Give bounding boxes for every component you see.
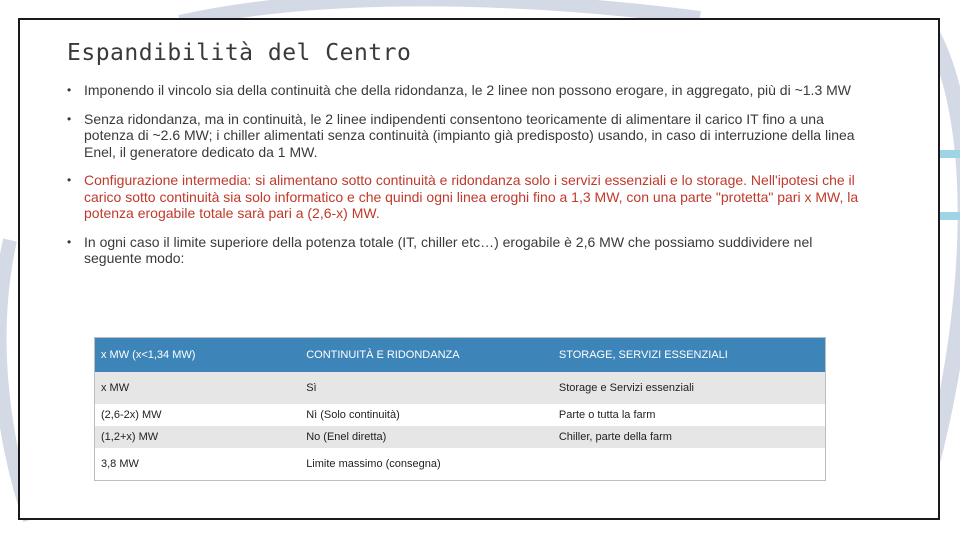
table-cell: (2,6-2x) MW xyxy=(101,409,162,421)
table-cell: Limite massimo (consegna) xyxy=(306,458,441,470)
table-cell: Parte o tutta la farm xyxy=(558,409,656,421)
table-header-cell: CONTINUITÀ E RIDONDANZA xyxy=(306,349,460,361)
table-row xyxy=(95,426,826,448)
bullet-list xyxy=(67,82,867,279)
table-cell: 3,8 MW xyxy=(101,458,139,470)
bullet-dot-icon: • xyxy=(67,111,72,126)
table-cell: (1,2+x) MW xyxy=(101,431,159,443)
bullet-text: Configurazione intermedia: si alimentano sotto continuità e ridondanza solo i servizi essenziali e lo storage. Nell'ipotesi che il carico sotto continuità sia solo informatico e che quindi ogni linea eroghi fino a 1,3 MW, con una parte "protetta" pari x MW, la potenza erogabile totale sarà pari a (2,6-x) MW. xyxy=(84,172,859,221)
table-cell: No (Enel diretta) xyxy=(306,431,387,443)
table-header-cell: x MW (x<1,34 MW) xyxy=(101,349,196,361)
bullet-text: Senza ridondanza, ma in continuità, le 2 linee indipendenti consentono teoricamente di alimentare il carico IT fino a una potenza di ~2.6 MW; i chiller alimentati senza continuità (impianto già predisposto) usando, in caso di interruzione della linea Enel, il generatore dedicato da 1 MW. xyxy=(84,110,855,160)
table-row xyxy=(95,448,826,481)
table-cell: x MW xyxy=(101,382,130,394)
bullet-dot-icon: • xyxy=(67,173,72,187)
bullet-text: Imponendo il vincolo sia della continuità che della ridondanza, le 2 linee non possono erogare, in aggregato, più di ~1.3 MW xyxy=(84,82,851,98)
power-table xyxy=(94,337,826,481)
power-table-container xyxy=(94,337,826,481)
table-header-row xyxy=(95,338,826,373)
bullet-dot-icon: • xyxy=(67,234,72,249)
table-row xyxy=(95,404,826,426)
slide-title: Espandibilità del Centro xyxy=(67,40,412,66)
table-cell: Storage e Servizi essenziali xyxy=(558,382,694,394)
table-header-cell: STORAGE, SERVIZI ESSENZIALI xyxy=(558,349,728,361)
table-row xyxy=(95,372,826,404)
bullet-item xyxy=(67,82,867,99)
bullet-item xyxy=(67,234,867,267)
bullet-item xyxy=(67,111,867,161)
table-cell: Nì (Solo continuità) xyxy=(306,409,400,421)
table-cell xyxy=(553,448,826,481)
bullet-dot-icon: • xyxy=(67,83,72,97)
table-cell: Chiller, parte della farm xyxy=(558,431,672,443)
table-cell: Sì xyxy=(306,382,317,394)
bullet-text: In ogni caso il limite superiore della potenza totale (IT, chiller etc…) erogabile è 2,6 MW che possiamo suddividere nel seguente modo: xyxy=(84,233,813,266)
bullet-item-highlight xyxy=(67,172,867,222)
